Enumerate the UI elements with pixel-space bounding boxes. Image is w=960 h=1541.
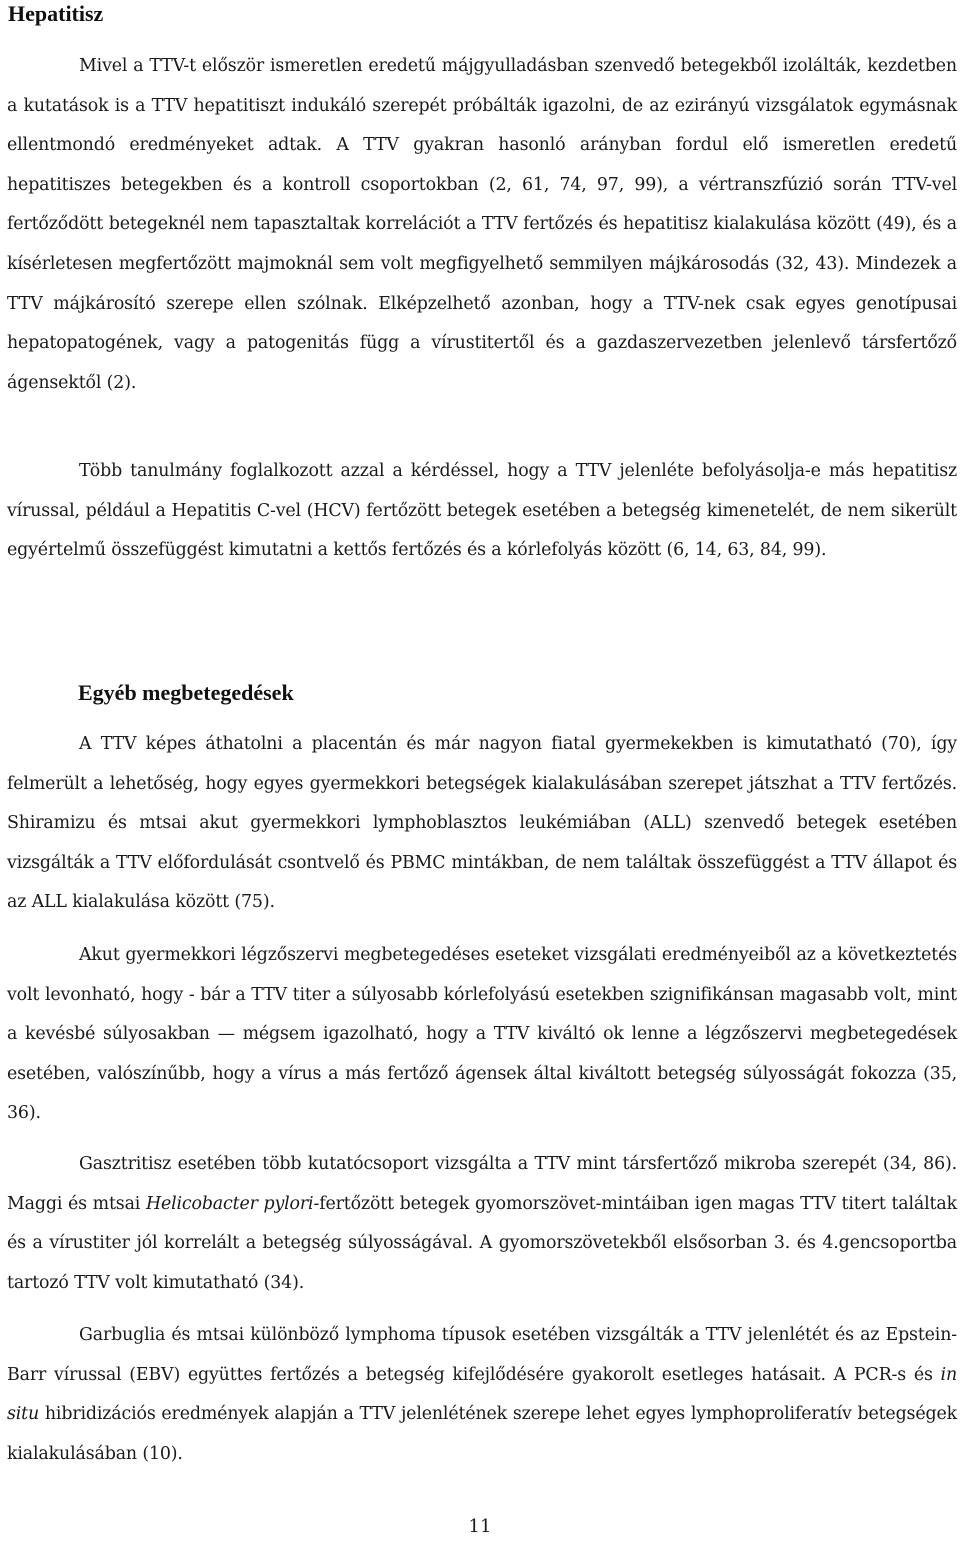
paragraph-egyeb-1: A TTV képes áthatolni a placentán és már nagyon fiatal gyermekekben is kimutatható (70), így felmerült a lehetőség, hogy egyes gyermekkori betegségek kialakulásában szerepet játszhat a TTV fertőzés. Shiramizu és mtsai akut gyermekkori lymphoblasztos leukémiában (ALL) szenvedő betegek esetében vizsgálták a TTV előfordulását csontvelő és PBMC mintákban, de nem találtak összefüggést a TTV állapot és az ALL kialakulása között (75). — [7, 734, 957, 913]
paragraph-egyeb-2: Akut gyermekkori légzőszervi megbetegedéses eseteket vizsgálati eredményeiből az a következtetés volt levonható, hogy - bár a TTV titer a súlyosabb kórlefolyású esetekben szignifikánsan magasabb volt, mint a kevésbé súlyosakban — mégsem igazolható, hogy a TTV kiváltó ok lenne a légzőszervi megbetegedések esetében, valószínűbb, hogy a vírus a más fertőző ágensek által kiváltott betegség súlyosságát fokozza (35, 36). — [7, 945, 957, 1124]
paragraph-egyeb-3-italic-term: Helicobacter pylori — [145, 1193, 314, 1214]
paragraph-egyeb-4-italic-term: in situ — [7, 1364, 957, 1425]
paragraph-egyeb-4-text-before: Garbuglia és mtsai különböző lymphoma típusok esetében vizsgálták a TTV jelenlétét és az Epstein-Barr vírussal (EBV) együttes fertőzés a betegség kifejlődésére gyakorolt esetleges hatásait. A PCR-s és — [7, 1325, 957, 1385]
paragraph-hepatitisz-2: Több tanulmány foglalkozott azzal a kérdéssel, hogy a TTV jelenléte befolyásolja-e más hepatitisz vírussal, például a Hepatitis C-vel (HCV) fertőzött betegek esetében a betegség kimenetelét, de nem sikerült egyértelmű összefüggést kimutatni a kettős fertőzés és a kórlefolyás között (6, 14, 63, 84, 99). — [7, 461, 957, 561]
page-number: 11 — [468, 1516, 492, 1537]
section-heading-egyeb-megbetegedesek: Egyéb megbetegedések — [78, 680, 294, 705]
paragraph-egyeb-3 — [7, 1145, 957, 1303]
paragraph-hepatitisz-1: Mivel a TTV-t először ismeretlen eredetű májgyulladásban szenvedő betegekből izolálták, kezdetben a kutatások is a TTV hepatitiszt indukáló szerepét próbálták igazolni, de az ezirányú vizsgálatok egymásnak ellentmondó eredményeket adtak. A TTV gyakran hasonló arányban fordul elő ismeretlen eredetű hepatitiszes betegekben és a kontroll csoportokban (2, 61, 74, 97, 99), a vértranszfúzió során TTV-vel fertőződött betegeknél nem tapasztaltak korrelációt a TTV fertőzés és hepatitisz kialakulása között (49), és a kísérletesen megfertőzött majmoknál sem volt megfigyelhető semmilyen májkárosodás (32, 43). Mindezek a TTV májkárosító szerepe ellen szólnak. Elképzelhető azonban, hogy a TTV-nek csak egyes genotípusai hepatopatogének, vagy a patogenitás függ a vírustitertől és a gazdaszervezetben jelenlevő társfertőző ágensektől (2). — [7, 56, 957, 393]
paragraph-egyeb-4 — [7, 1316, 957, 1474]
paragraph-egyeb-3-text-after: -fertőzött betegek gyomorszövet-mintáiban igen magas TTV titert találtak és a vírustiter jól korrelált a betegség súlyosságával. A gyomorszövetekből elsősorban 3. és 4.gencsoportba tartozó TTV volt kimutatható (34). — [7, 1193, 958, 1293]
paragraph-egyeb-4-text-after: hibridizációs eredmények alapján a TTV jelenlétének szerepe lehet egyes lymphoproliferatív betegségek kialakulásában (10). — [7, 1404, 957, 1464]
section-heading-hepatitisz: Hepatitisz — [8, 1, 104, 26]
paragraph-egyeb-3-text-before: Gasztritisz esetében több kutatócsoport vizsgálta a TTV mint társfertőző mikroba szerepét (34, 86). Maggi és mtsai — [7, 1154, 957, 1214]
